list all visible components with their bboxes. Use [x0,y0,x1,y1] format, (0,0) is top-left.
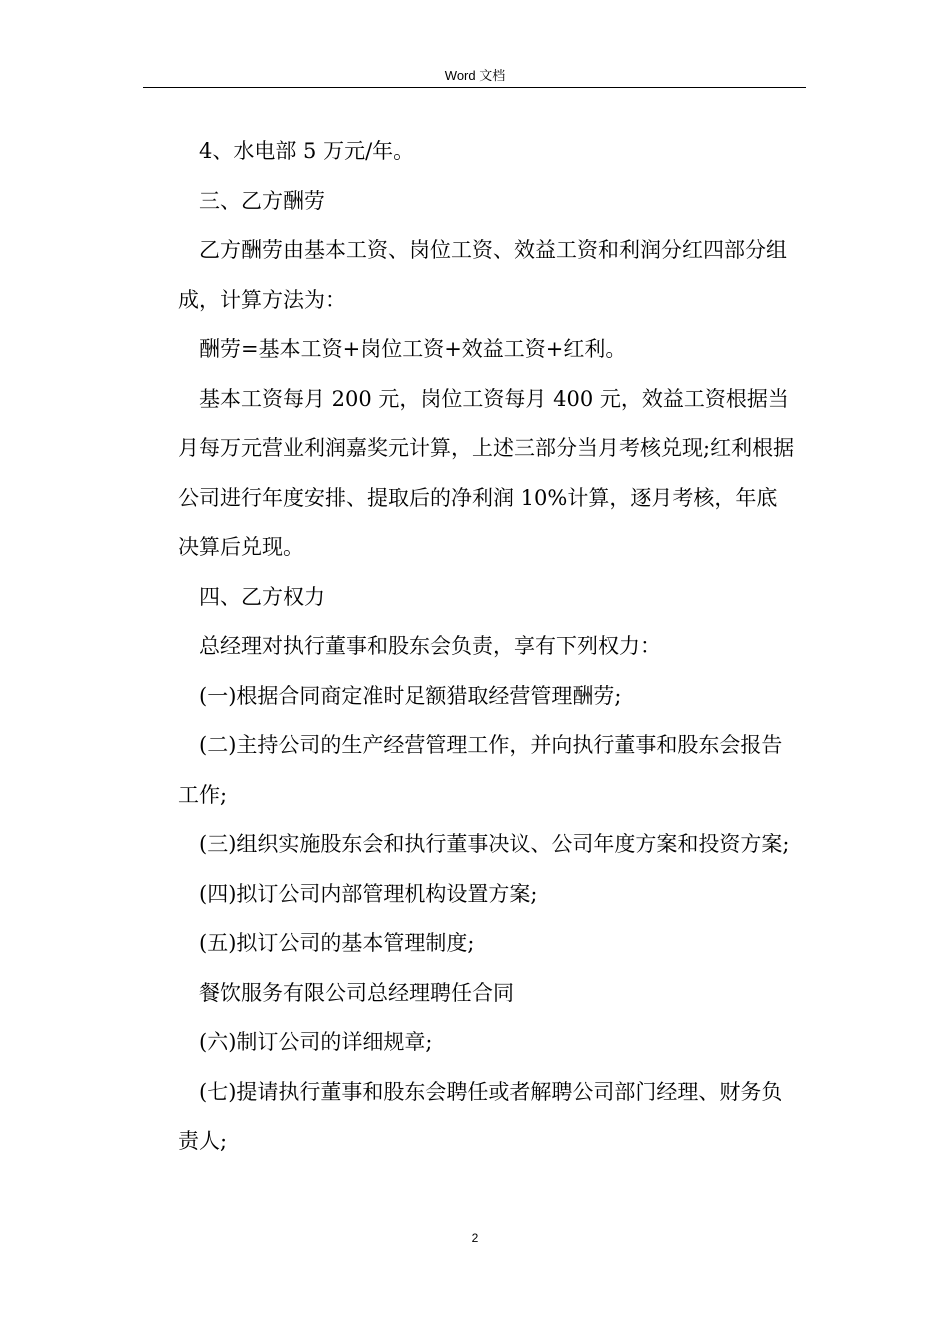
paragraph: 餐饮服务有限公司总经理聘任合同 [199,980,514,1005]
section-heading: 四、乙方权力 [199,584,325,609]
paragraph: 总经理对执行董事和股东会负责，享有下列权力： [199,634,661,658]
list-item: (一)根据合同商定准时足额猎取经营管理酬劳; [199,683,622,708]
list-item: (三)组织实施股东会和执行董事决议、公司年度方案和投资方案; [199,832,790,856]
list-item: (六)制订公司的详细规章; [199,1030,433,1054]
list-item: (七)提请执行董事和股东会聘任或者解聘公司部门经理、财务负责人; [178,1079,783,1153]
paragraph: 酬劳=基本工资+岗位工资+效益工资+红利。 [199,337,627,361]
header-divider [143,87,806,88]
paragraph: 基本工资每月 200 元，岗位工资每月 400 元，效益工资根据当月每万元营业利润嘉奖元计算，上述三部分当月考核兑现;红利根据公司进行年度安排、提取后的净利润 10%计算，逐月考核，年底决算后兑现。 [178,386,795,559]
document-body [178,127,798,1167]
page-number: 2 [471,1231,479,1245]
list-item: (五)拟订公司的基本管理制度; [199,931,475,955]
paragraph: 4、水电部 5 万元/年。 [199,139,415,163]
page-header: Word 文档 [444,68,506,83]
list-item: (二)主持公司的生产经营管理工作，并向执行董事和股东会报告工作; [178,733,783,807]
list-item: (四)拟订公司内部管理机构设置方案; [199,881,538,906]
paragraph: 乙方酬劳由基本工资、岗位工资、效益工资和利润分红四部分组成，计算方法为： [178,238,787,312]
section-heading: 三、乙方酬劳 [199,188,325,213]
